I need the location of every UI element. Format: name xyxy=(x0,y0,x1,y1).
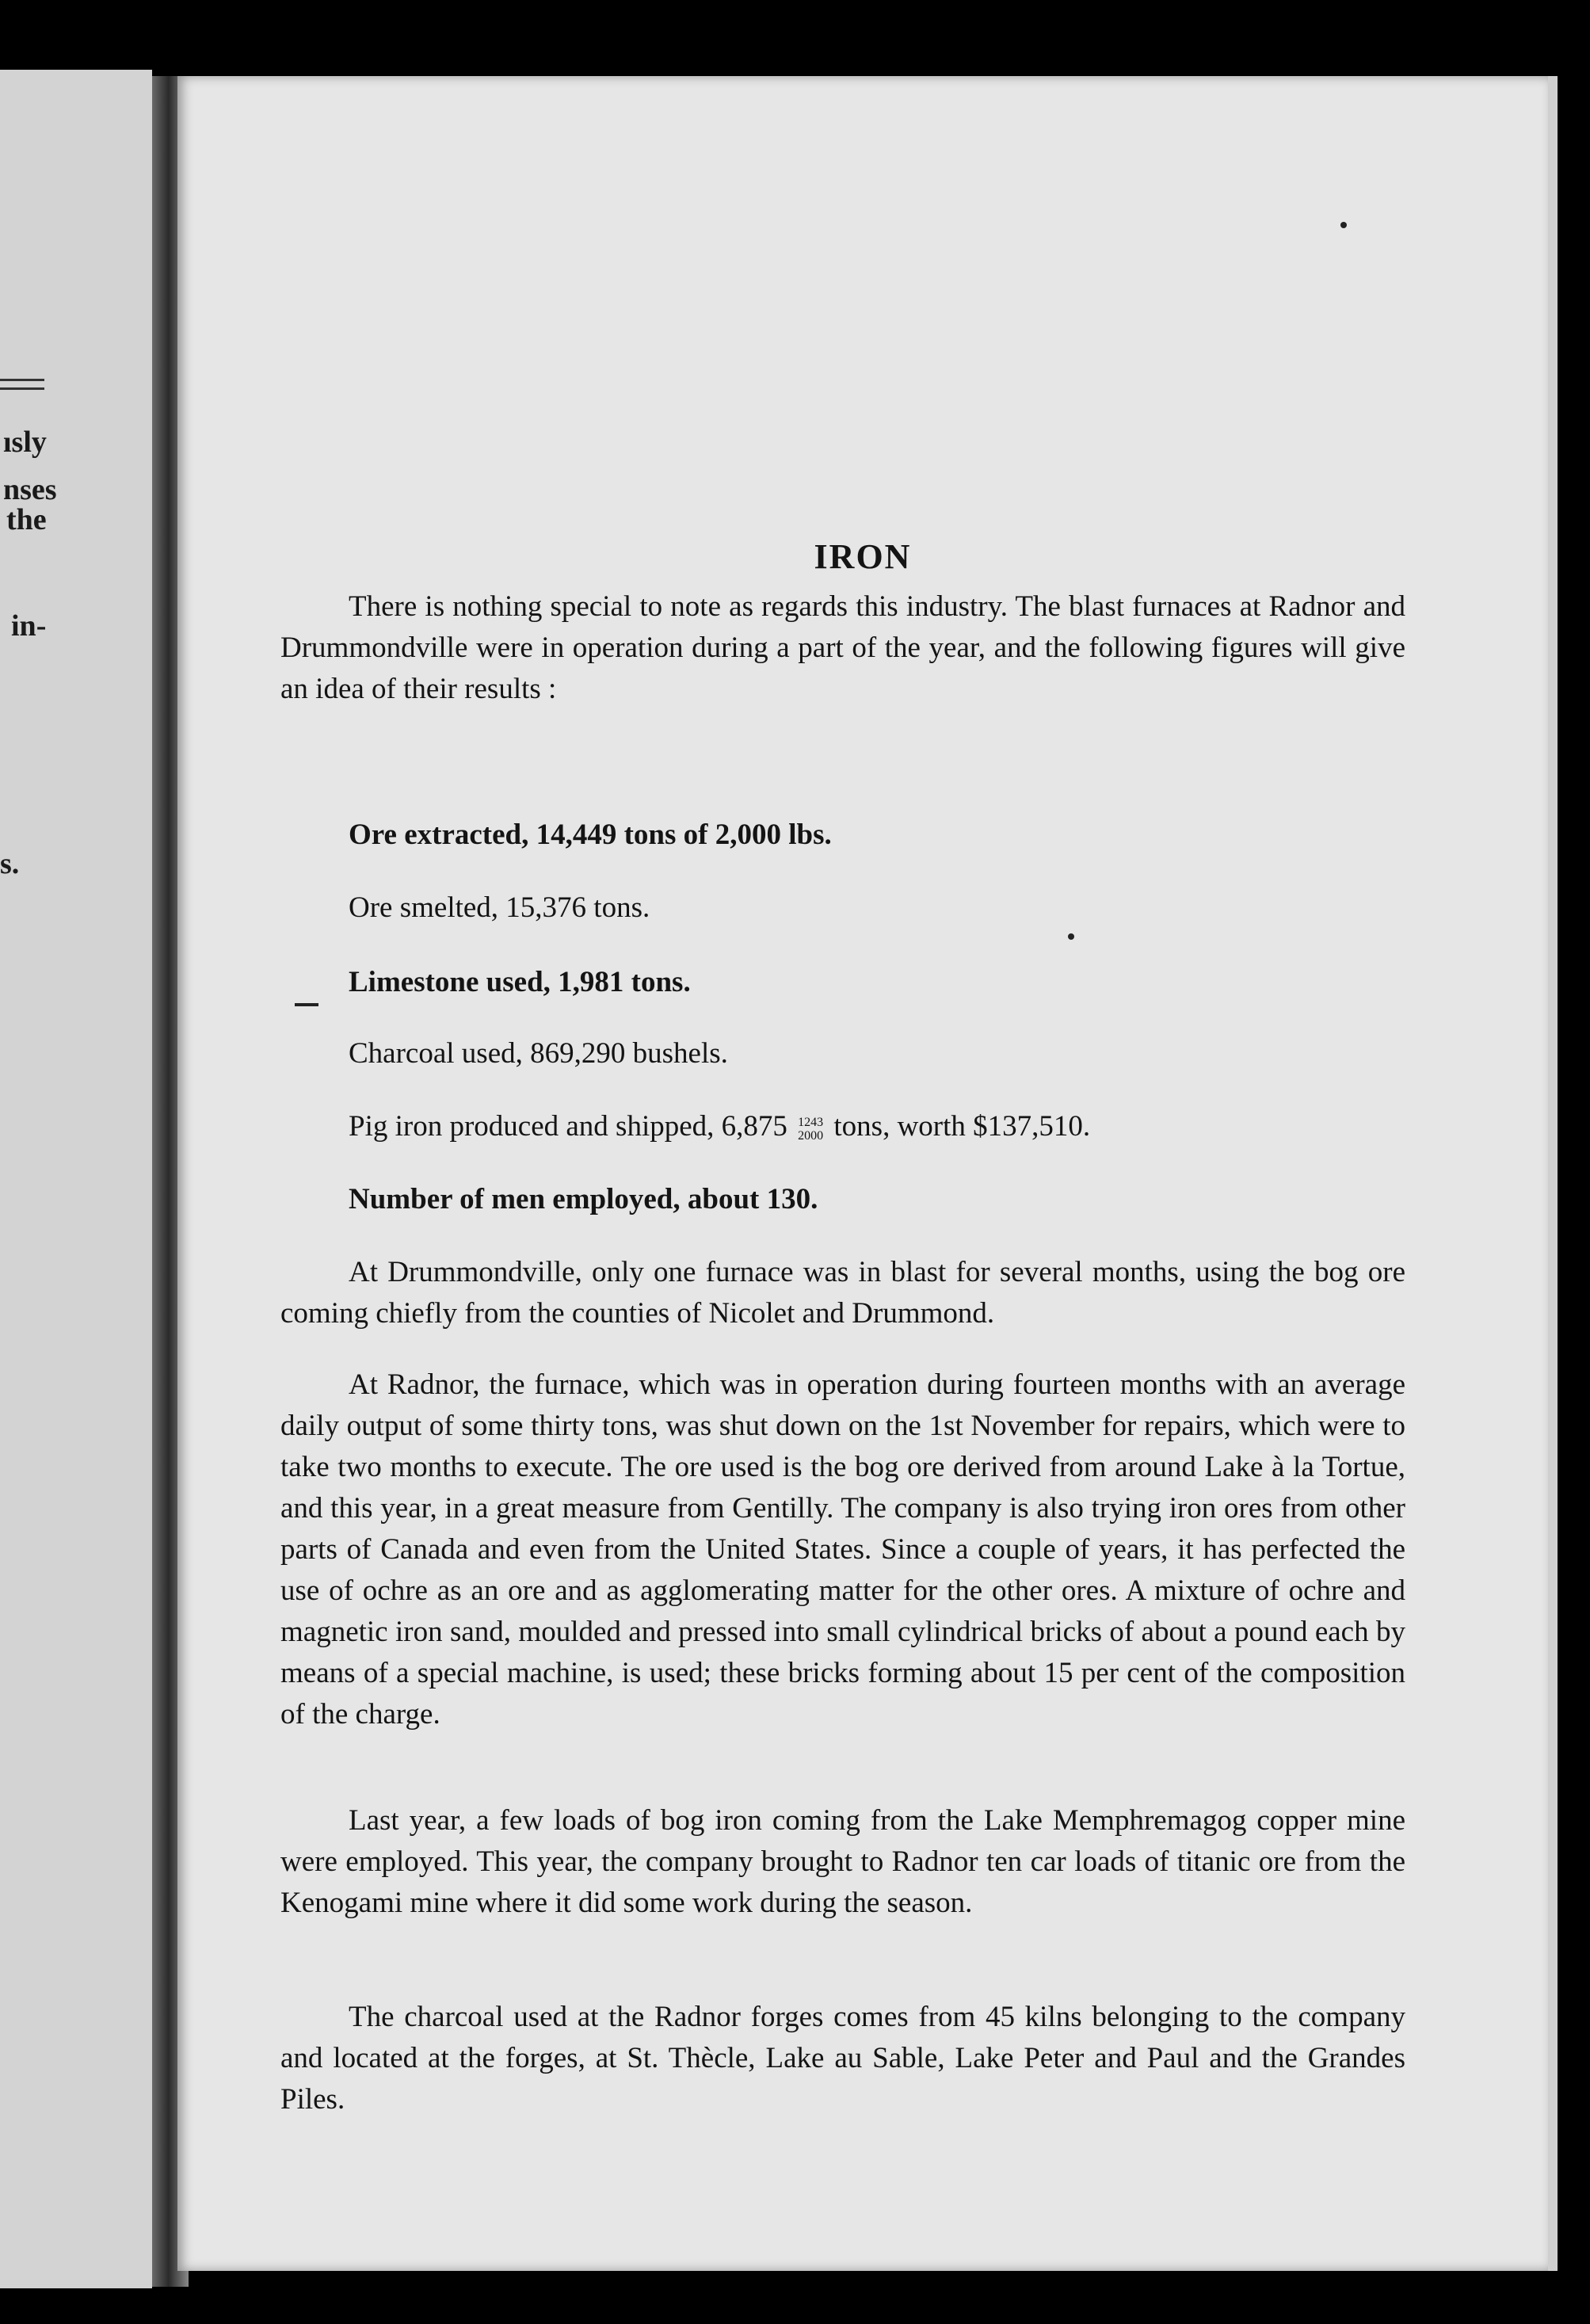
pig-iron-fraction xyxy=(798,1116,823,1143)
page-edge xyxy=(1548,76,1558,2271)
stat-men-employed: Number of men employed, about 130. xyxy=(349,1183,818,1215)
pig-iron-text: Pig iron produced and shipped, 6,875 xyxy=(349,1110,787,1143)
document-page xyxy=(177,76,1548,2271)
page-title: IRON xyxy=(814,537,912,577)
speck xyxy=(1340,222,1347,228)
text-fragment: ısly xyxy=(3,425,47,459)
previous-page-edge xyxy=(0,70,152,2288)
stat-pig-iron xyxy=(349,1109,1090,1143)
paragraph-drummondville: At Drummondville, only one furnace was in blast for several months, using the bog ore coming chiefly from the counties of Nicolet and Drummond. xyxy=(280,1256,1405,1330)
paragraph-radnor: At Radnor, the furnace, which was in operation during fourteen months with an average daily output of some thirty tons, was shut down on the 1st November for repairs, which were to take two months to execute. The ore used is the bog ore derived from around Lake à la Tortue, and this year, in a great measure from Gentilly. The company is also trying iron ores from other parts of Canada and even from the United States. Since a couple of years, it has perfected the use of ochre as an ore and as agglomerating matter for the other ores. A mixture of ochre and magnetic iron sand, moulded and pressed into small cylindrical bricks of about a pound each by means of a special machine, is used; these bricks forming about 15 per cent of the composition of the charge. xyxy=(280,1368,1405,1731)
text-fragment: in- xyxy=(11,609,47,643)
speck xyxy=(1068,933,1074,940)
text-fragment: s. xyxy=(0,847,20,880)
stat-ore-extracted: Ore extracted, 14,449 tons of 2,000 lbs. xyxy=(349,819,832,851)
fraction-denominator: 2000 xyxy=(798,1128,824,1143)
stat-charcoal: Charcoal used, 869,290 bushels. xyxy=(349,1037,728,1070)
pig-iron-value: tons, worth $137,510. xyxy=(833,1110,1091,1143)
margin-mark xyxy=(295,1003,318,1006)
text-fragment: nses xyxy=(3,473,57,506)
text-fragment: the xyxy=(6,503,47,536)
paragraph-charcoal: The charcoal used at the Radnor forges comes from 45 kilns belonging to the company and located at the forges, at St. Thècle, Lake au Sable, Lake Peter and Paul and the Grandes Piles. xyxy=(280,2001,1405,2116)
fraction-numerator: 1243 xyxy=(798,1115,824,1129)
stat-ore-smelted: Ore smelted, 15,376 tons. xyxy=(349,891,650,924)
rule-divider xyxy=(0,379,44,390)
stat-limestone: Limestone used, 1,981 tons. xyxy=(349,966,691,998)
paragraph-last-year: Last year, a few loads of bog iron coming from the Lake Memphremagog copper mine were employed. This year, the company brought to Radnor ten car loads of titanic ore from the Kenogami mine where it did some work during the season. xyxy=(280,1804,1405,1919)
intro-paragraph: There is nothing special to note as regards this industry. The blast furnaces at Radnor and Drummondville were in operation during a part of the year, and the following figures will give an idea of their results : xyxy=(280,590,1405,705)
